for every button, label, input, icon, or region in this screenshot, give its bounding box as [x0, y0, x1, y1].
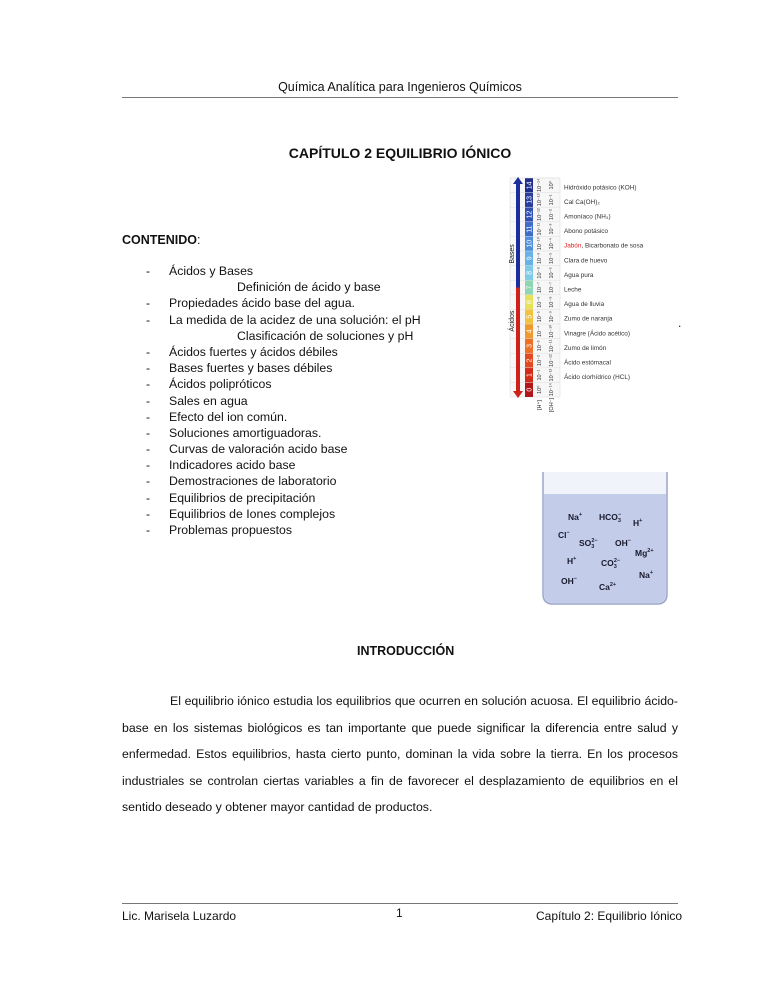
ion-label: $CO_32-$	[601, 558, 621, 570]
ions-beaker-figure	[541, 472, 669, 606]
oh-concentration-label: 10⁻¹⁰	[549, 324, 555, 338]
ph-value-label: 9	[526, 256, 534, 261]
h-concentration-label: 10⁻¹⁰	[537, 237, 543, 251]
oh-concentration-label: 10⁻¹²	[549, 354, 555, 367]
oh-concentration-label: 10⁻¹	[549, 194, 555, 206]
substance-label: Amoníaco (NH₃)	[564, 213, 611, 221]
contents-bullet: -	[146, 425, 151, 440]
oh-concentration-label: 10⁻¹¹	[549, 339, 555, 353]
trailing-dot: .	[678, 316, 682, 330]
oh-concentration-label: 10⁻¹³	[549, 368, 555, 382]
ion-label: $Mg^{2+}$	[635, 548, 654, 558]
ph-value-label: 8	[526, 270, 534, 275]
ph-value-label: 4	[526, 329, 534, 334]
contents-bullet: -	[146, 393, 151, 408]
contents-bullet: -	[146, 409, 151, 424]
contents-item-text: Equilibrios de precipitación	[169, 490, 316, 505]
contents-bullet: -	[146, 458, 151, 473]
oh-concentration-label: 10⁻⁴	[549, 238, 555, 250]
ion-label: $SO_32-$	[579, 538, 598, 550]
contents-item-text: Demostraciones de laboratorio	[169, 474, 337, 489]
ph-value-label: 14	[526, 181, 534, 190]
contents-item-text: Curvas de valoración acido base	[169, 442, 348, 457]
oh-concentration-label: 10⁻⁸	[549, 296, 555, 308]
ph-value-label: 11	[526, 225, 534, 233]
substance-label: Hidróxido potásico (KOH)	[564, 184, 637, 192]
h-concentration-label: 10⁻⁶	[537, 296, 543, 308]
oh-concentration-label: 10⁻²	[549, 209, 555, 220]
contents-item-text: Equilibrios de Iones complejos	[169, 506, 336, 521]
h-concentration-label: 10⁻⁸	[537, 267, 543, 279]
introduction-heading: INTRODUCCIÓN	[357, 644, 455, 658]
contents-bullet: -	[146, 490, 151, 505]
oh-concentration-label: 10⁻¹⁴	[549, 383, 555, 397]
contents-bullet: -	[146, 264, 151, 278]
contents-bullet: -	[146, 361, 151, 376]
oh-concentration-label: 10⁻⁷	[549, 281, 555, 294]
ph-value-label: 1	[526, 373, 534, 378]
oh-concentration-label: 10⁻⁵	[549, 252, 555, 264]
oh-concentration-label: 10⁻³	[549, 223, 555, 235]
chapter-title: CAPÍTULO 2 EQUILIBRIO IÓNICO	[288, 145, 512, 161]
oh-concentration-label: 10⁻⁹	[549, 311, 555, 323]
h-column-label: [H⁺]	[537, 400, 543, 410]
h-concentration-label: 10⁻³	[537, 340, 543, 352]
bases-arrow-shaft	[516, 182, 520, 292]
ph-value-label: 3	[526, 343, 534, 348]
ion-label: H+	[633, 518, 643, 528]
contents-heading	[122, 233, 200, 247]
ph-scale-figure	[510, 176, 680, 412]
contents-item-text: Sales en agua	[169, 393, 248, 408]
contents-colon: :	[197, 233, 201, 247]
substance-label: Agua de lluvia	[564, 301, 605, 309]
contents-item-text: Bases fuertes y bases débiles	[169, 361, 333, 376]
contents-bullet: -	[146, 344, 151, 359]
page-number: 1	[396, 906, 403, 920]
h-concentration-label: 10⁻¹⁴	[537, 178, 543, 192]
ion-label: Na+	[568, 512, 583, 522]
contents-item-text: Ácidos fuertes y ácidos débiles	[169, 344, 338, 359]
ph-value-label: 5	[526, 314, 534, 319]
ph-value-label: 2	[526, 358, 534, 363]
ph-value-label: 13	[526, 196, 534, 204]
oh-concentration-label: 10⁻⁶	[549, 267, 555, 279]
substance-label: Zumo de limón	[564, 344, 607, 352]
substance-label: Zumo de naranja	[564, 315, 613, 323]
h-concentration-label: 10⁻⁷	[537, 281, 543, 294]
ion-label: Na+	[639, 570, 654, 580]
ion-label: OH−	[615, 538, 631, 548]
h-concentration-label: 10⁻⁹	[537, 252, 543, 264]
contents-label: CONTENIDO	[122, 233, 197, 247]
contents-bullet: -	[146, 442, 151, 457]
oh-column-label: [OH⁻]	[549, 397, 555, 413]
ion-label: OH−	[561, 576, 577, 586]
substance-label: Ácido estómacal	[564, 359, 611, 367]
contents-bullet: -	[146, 377, 151, 392]
contents-item-text: Ácidos polipróticos	[169, 377, 272, 392]
page-header: Química Analítica para Ingenieros Químicos	[278, 80, 522, 94]
acids-label: Ácidos	[509, 310, 516, 332]
contents-item-text: Definición de ácido y base	[237, 280, 381, 295]
ph-value-label: 12	[526, 210, 534, 219]
h-concentration-label: 10⁻¹	[537, 369, 543, 381]
oh-concentration-label: 10⁰	[549, 181, 555, 190]
h-concentration-label: 10⁻²	[537, 355, 543, 366]
contents-item-text: Indicadores acido base	[169, 458, 296, 473]
footer-rule	[122, 903, 678, 904]
footer-author: Lic. Marisela Luzardo	[122, 909, 237, 923]
ion-label: $HCO_3-$	[599, 512, 622, 524]
contents-bullet: -	[146, 312, 151, 327]
header-rule	[122, 97, 678, 98]
contents-item-text: Efecto del ion común.	[169, 409, 288, 424]
contents-item-text: Problemas propuestos	[169, 523, 293, 537]
contents-item-text: Ácidos y Bases	[169, 264, 254, 278]
ph-value-label: 10	[526, 239, 534, 248]
ion-label: H+	[567, 556, 577, 566]
introduction-paragraph	[122, 688, 678, 821]
ion-label: Cl−	[558, 530, 570, 540]
footer-chapter: Capítulo 2: Equilibrio Iónico	[536, 909, 683, 923]
substance-label: Abono potásico	[564, 228, 609, 236]
h-concentration-label: 10⁻⁴	[537, 325, 543, 337]
ph-value-label: 6	[526, 300, 534, 305]
h-concentration-label: 10⁰	[537, 385, 543, 394]
h-concentration-label: 10⁻¹³	[537, 193, 543, 207]
substance-label: Clara de huevo	[564, 257, 608, 265]
bases-label: Bases	[509, 244, 516, 264]
h-concentration-label: 10⁻¹¹	[537, 222, 543, 236]
ion-label: $Ca^{2+}$	[599, 582, 617, 592]
acids-arrow-shaft	[516, 288, 520, 395]
contents-bullet: -	[146, 474, 151, 489]
introduction-text: El equilibrio iónico estudia los equilibrios que ocurren en solución acuosa. El equilibrio ácido-base en los sistemas biológicos es tan importante que puede significar la diferencia entre salud y enfermedad. Estos equilibrios, hasta cierto punto, dominan la vida sobre la tierra. En los procesos industriales se controlan ciertas variables a fin de favorecer el desplazamiento de equilibrios en el sentido deseado y obtener mayor cantidad de productos.	[122, 694, 678, 814]
substance-label: Ácido clorhídrico (HCL)	[564, 374, 631, 382]
contents-item-text: La medida de la acidez de una solución: el pH	[169, 312, 421, 327]
h-concentration-label: 10⁻¹²	[537, 208, 543, 221]
contents-bullet: -	[146, 523, 151, 537]
contents-item-text: Soluciones amortiguadoras.	[169, 425, 322, 440]
contents-bullet: -	[146, 506, 151, 521]
h-concentration-label: 10⁻⁵	[537, 311, 543, 323]
substance-label: Agua pura	[564, 271, 594, 279]
contents-bullet: -	[146, 296, 151, 311]
ph-value-label: 7	[526, 285, 534, 290]
substance-label: Cal Ca(OH)₂	[564, 198, 600, 206]
substance-label: Vinagre (Ácido acético)	[564, 330, 630, 338]
substance-label: Leche	[564, 286, 582, 294]
contents-item-text: Clasificación de soluciones y pH	[237, 328, 414, 343]
ph-value-label: 0	[526, 387, 534, 392]
contents-item-text: Propiedades ácido base del agua.	[169, 296, 355, 311]
substance-label: Jabón, Bicarbonato de sosa	[564, 242, 644, 250]
